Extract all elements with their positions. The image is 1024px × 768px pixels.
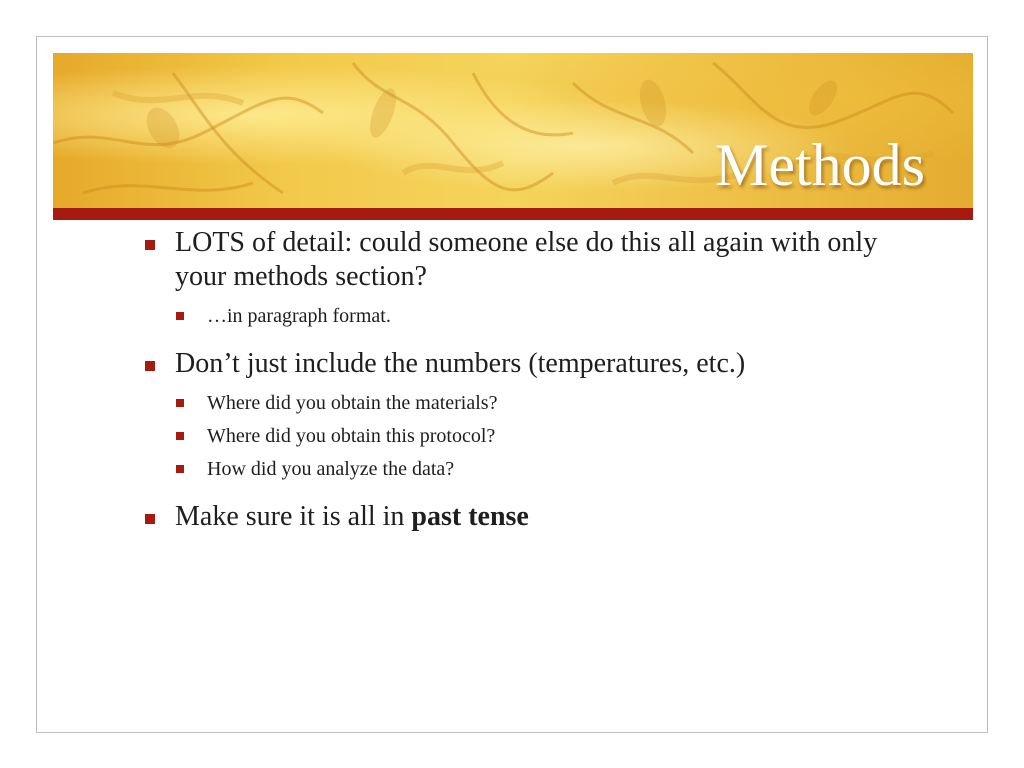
bullet-item: [145, 500, 925, 534]
bullet-square-icon: [145, 240, 155, 250]
slide-title: Methods: [715, 132, 925, 198]
bullet-square-icon: [176, 465, 184, 473]
bullet-square-icon: [176, 399, 184, 407]
bullet-text: Don’t just include the numbers (temperatures, etc.): [175, 348, 746, 379]
bullet-square-icon: [176, 432, 184, 440]
sub-bullet-item: [175, 387, 925, 420]
bullet-text-emphasis: past tense: [411, 501, 529, 532]
sub-bullet-item: [175, 453, 925, 486]
bullet-square-icon: [176, 312, 184, 320]
bullet-item: [145, 347, 925, 486]
bullet-text: LOTS of detail: could someone else do this all again with only your methods section?: [175, 227, 878, 292]
sub-bullet-text: Where did you obtain the materials?: [207, 392, 498, 414]
sub-bullet-list: [175, 300, 925, 333]
sub-bullet-item: [175, 420, 925, 453]
title-divider: [53, 208, 973, 220]
sub-bullet-text: …in paragraph format.: [207, 305, 391, 327]
bullet-list: [145, 226, 925, 548]
bullet-square-icon: [145, 361, 155, 371]
bullet-square-icon: [145, 514, 155, 524]
sub-bullet-item: [175, 300, 925, 333]
title-banner: [53, 53, 973, 208]
sub-bullet-text: How did you analyze the data?: [207, 458, 455, 480]
sub-bullet-text: Where did you obtain this protocol?: [207, 425, 496, 447]
bullet-item: [145, 226, 925, 333]
sub-bullet-list: [175, 387, 925, 486]
bullet-text-prefix: Make sure it is all in: [175, 501, 412, 532]
